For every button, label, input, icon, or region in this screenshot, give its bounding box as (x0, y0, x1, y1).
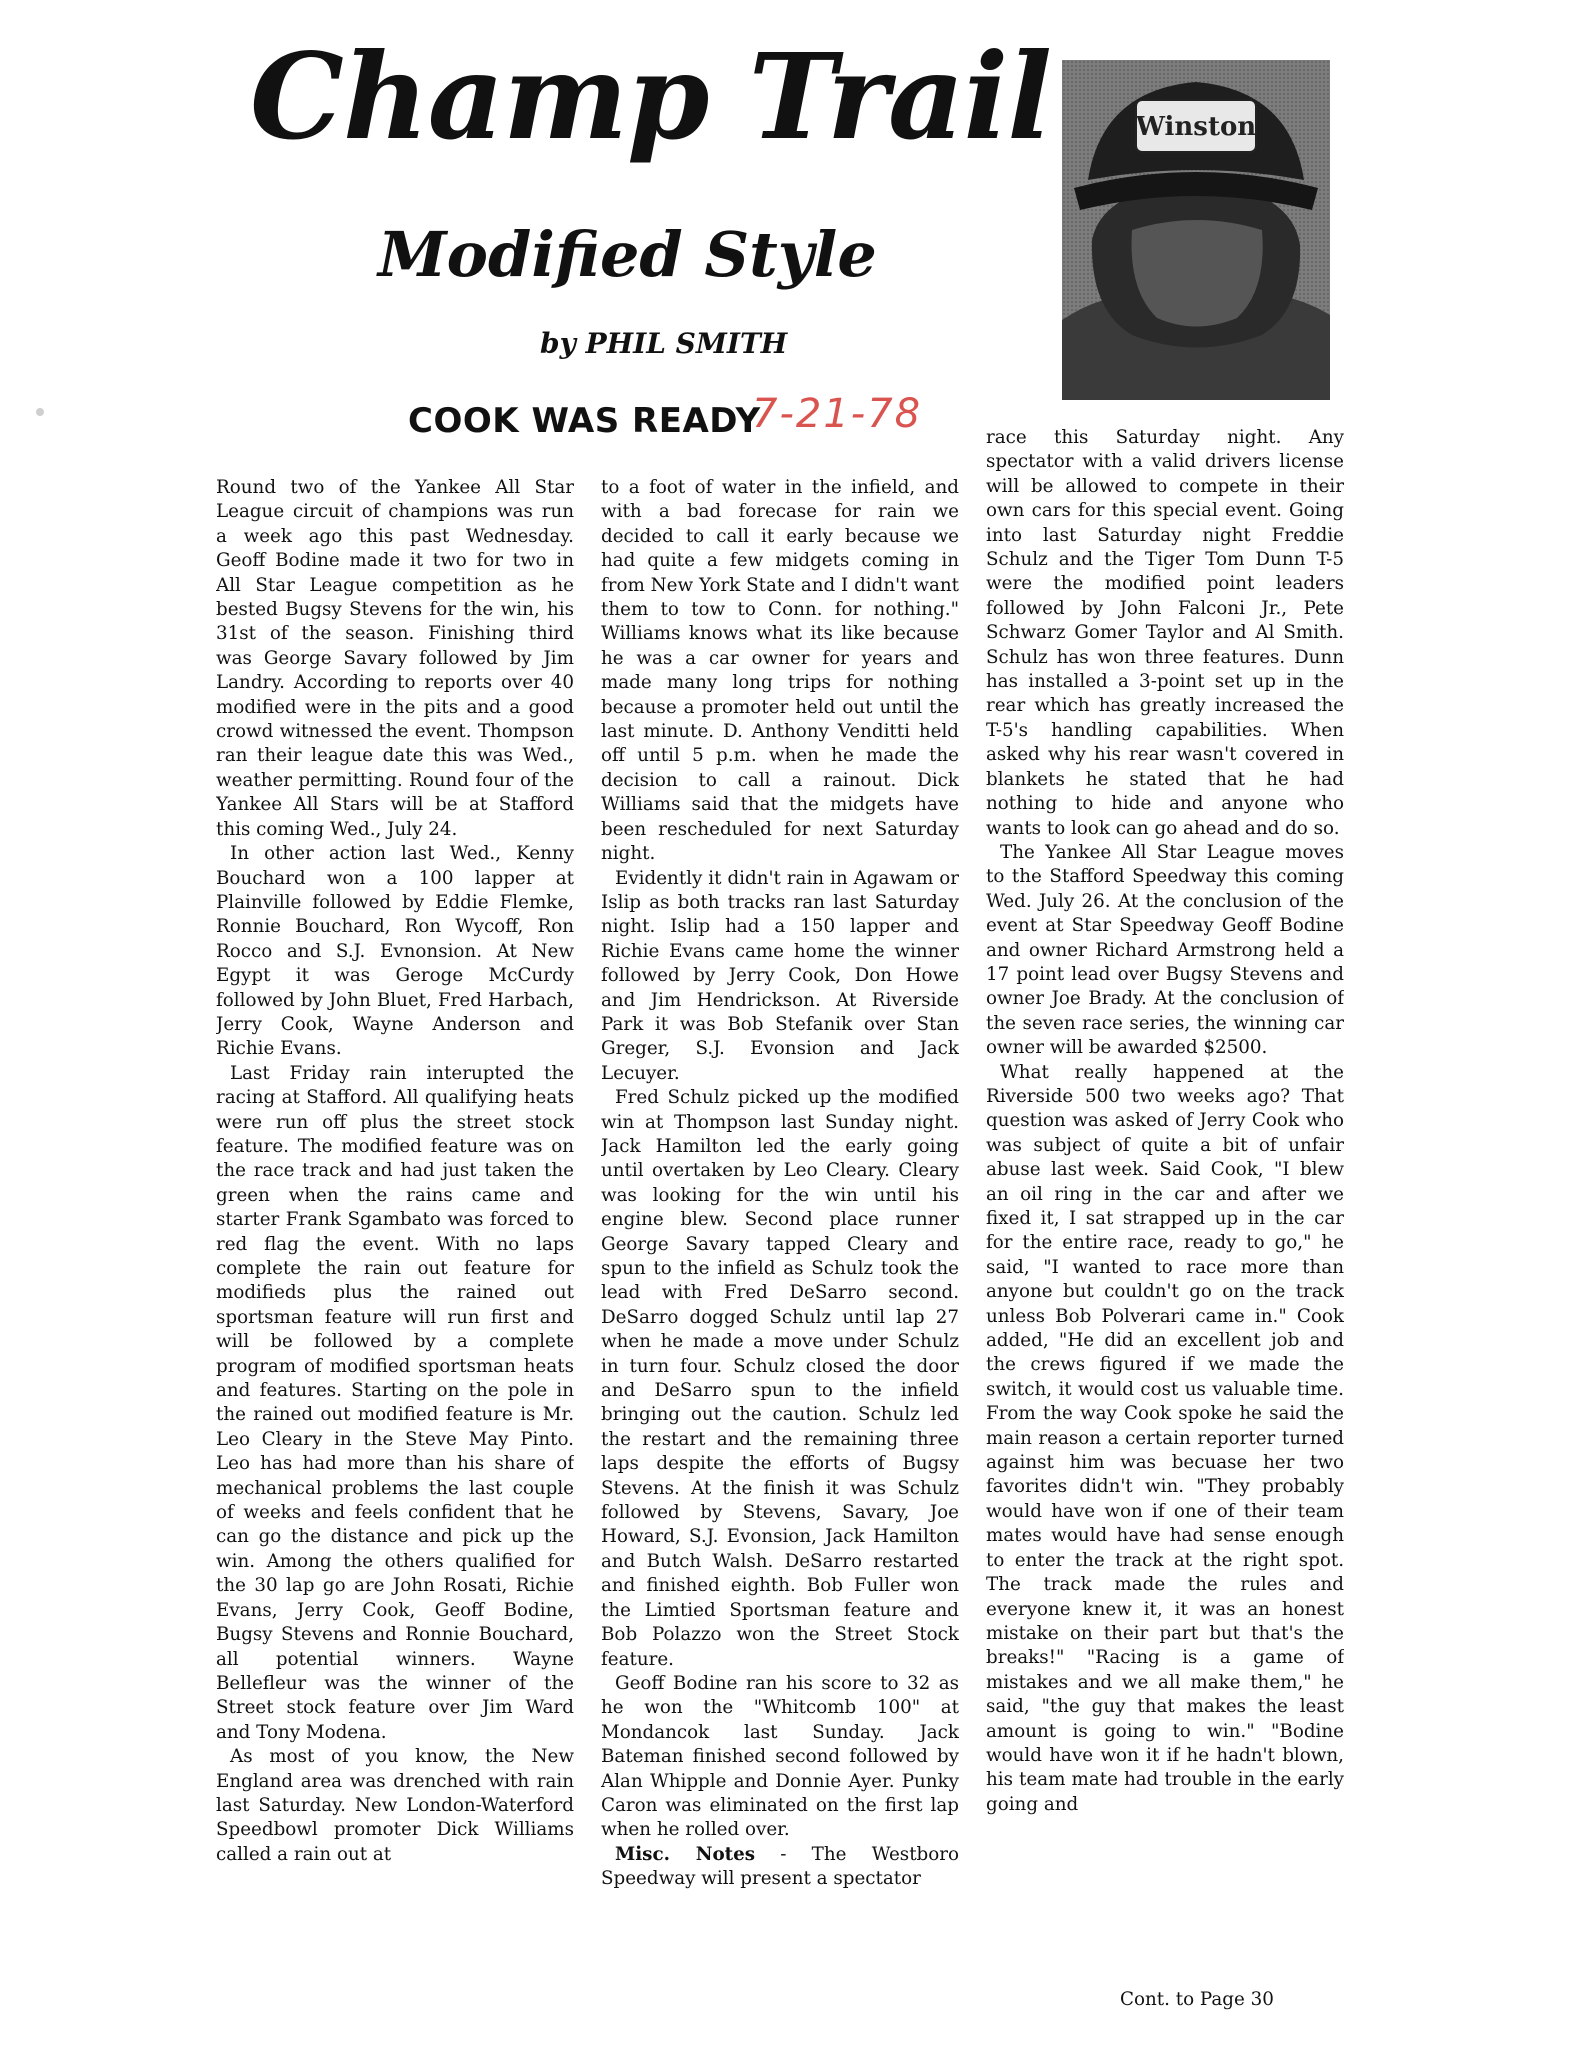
misc-notes-paragraph (601, 1843, 959, 1892)
misc-notes-text: - The Westboro Speedway will present a spectator (601, 1843, 959, 1890)
paragraph: The Yankee All Star League moves to the Stafford Speedway this coming Wed. July 26. At the conclusion of the event at Star Speedway Geoff Bodine and owner Richard Armstrong held a 17 point lead over Bugsy Stevens and owner Joe Brady. At the conclusion of the seven race series, the winning car owner will be awarded $2500. (986, 841, 1344, 1059)
scan-speck (36, 408, 44, 416)
misc-notes-label: Misc. Notes (615, 1843, 756, 1865)
paragraph: race this Saturday night. Any spectator with a valid drivers license will be allowed to compete in their own cars for this special event. Going into last Saturday night Freddie Schulz and the Tiger Tom Dunn T-5 were the modified point leaders followed by John Falconi Jr., Pete Schwarz Gomer Taylor and Al Smith. Schulz has won three features. Dunn has installed a 3-point set up in the rear which has greatly increased the T-5's handling capabilities. When asked why his rear wasn't covered in blankets he stated that he had nothing to hide and anyone who wants to look can go ahead and do so. (986, 427, 1344, 839)
author-photo (1062, 60, 1330, 400)
paragraph: Round two of the Yankee All Star League circuit of champions was run a week ago this past Wednesday. Geoff Bodine made it two for two in All Star League competition as he bested Bugsy Stevens for the win, his 31st of the season. Finishing third was George Savary followed by Jim Landry. According to reports over 40 modified were in the pits and a good crowd witnessed the event. Thompson ran their league date this was Wed., weather permitting. Round four of the Yankee All Stars will be at Stafford this coming Wed., July 24. (216, 477, 574, 840)
paragraph: In other action last Wed., Kenny Bouchard won a 100 lapper at Plainville followed by Eddie Flemke, Ronnie Bouchard, Ron Wycoff, Ron Rocco and S.J. Evnonsion. At New Egypt it was Geroge McCurdy followed by John Bluet, Fred Harbach, Jerry Cook, Wayne Anderson and Richie Evans. (216, 843, 574, 1060)
article-column-2 (601, 476, 959, 2016)
byline: by PHIL SMITH (540, 327, 788, 360)
continued-note: Cont. to Page 30 (1120, 1989, 1274, 2010)
cap-logo: Winston (1135, 112, 1257, 142)
article-column-1 (216, 476, 574, 2016)
paragraph: As most of you know, the New England area was drenched with rain last Saturday. New London-Waterford Speedbowl promoter Dick Williams called a rain out at (216, 1746, 574, 1865)
paragraph: Geoff Bodine ran his score to 32 as he won the "Whitcomb 100" at Mondancok last Sunday. Jack Bateman finished second followed by Alan Whipple and Donnie Ayer. Punky Caron was eliminated on the first lap when he rolled over. (601, 1672, 959, 1841)
paragraph: Last Friday rain interupted the racing at Stafford. All qualifying heats were run off plus the street stock feature. The modified feature was on the race track and had just taken the green when the rains came and starter Frank Sgambato was forced to red flag the event. With no laps complete the rain out feature for modifieds plus the rained out sportsman feature will run first and will be followed by a complete program of modified sportsman heats and features. Starting on the pole in the rained out modified feature is Mr. Leo Cleary in the Steve May Pinto. Leo has had more than his share of mechanical problems the last couple of weeks and feels confident that he can go the distance and pick up the win. Among the others qualified for the 30 lap go are John Rosati, Richie Evans, Jerry Cook, Geoff Bodine, Bugsy Stevens and Ronnie Bouchard, all potential winners. Wayne Bellefleur was the winner of the Street stock feature over Jim Ward and Tony Modena. (216, 1062, 574, 1743)
paragraph: Evidently it didn't rain in Agawam or Islip as both tracks ran last Saturday night. Islip had a 150 lapper and Richie Evans came home the winner followed by Jerry Cook, Don Howe and Jim Hendrickson. At Riverside Park it was Bob Stefanik over Stan Greger, S.J. Evonsion and Jack Lecuyer. (601, 867, 959, 1084)
paragraph: to a foot of water in the infield, and with a bad forecase for rain we decided to call it early because we had quite a few midgets coming in from New York State and I didn't want them to tow to Conn. for nothing." Williams knows what its like because he was a car owner for years and made many long trips for nothing because a promoter held out until the last minute. D. Anthony Venditti held off until 5 p.m. when he made the decision to call a rainout. Dick Williams said that the midgets have been rescheduled for next Saturday night. (601, 477, 959, 865)
handwritten-date: 7-21-78 (752, 391, 923, 437)
paragraph: Fred Schulz picked up the modified win at Thompson last Sunday night. Jack Hamilton led the early going until overtaken by Leo Cleary. Cleary was looking for the win until his engine blew. Second place runner George Savary tapped Cleary and spun to the infield as Schulz took the lead with Fred DeSarro second. DeSarro dogged Schulz until lap 27 when he made a move under Schulz in turn four. Schulz closed the door and DeSarro spun to the infield bringing out the caution. Schulz led the restart and the remaining three laps despite the efforts of Bugsy Stevens. At the finish it was Schulz followed by Stevens, Savary, Joe Howard, S.J. Evonsion, Jack Hamilton and Butch Walsh. DeSarro restarted and finished eighth. Bob Fuller won the Limtied Sportsman feature and Bob Polazzo won the Street Stock feature. (601, 1087, 959, 1670)
section-heading: COOK WAS READY (408, 401, 761, 441)
paragraph: What really happened at the Riverside 500 two weeks ago? That question was asked of Jerry Cook who was subject of quite a bit of unfair abuse last week. Said Cook, "I blew an oil ring in the car and after we fixed it, I sat strapped up in the car for the entire race, ready to go," he said, "I wanted to race more than anyone but couldn't go on the track unless Bob Polverari came in." Cook added, "He did an excellent job and the crews figured if we made the switch, it would cost us valuable time. From the way Cook spoke he said the main reason a certain reporter turned against him was becuase her two favorites didn't win. "They probably would have won if one of their team mates would have had sense enough to enter the track at the right spot. The track made the rules and everyone knew it, it was an honest mistake on their part but that's the breaks!" "Racing is a game of mistakes and we all make them," he said, "the guy that makes the least amount is going to win." "Bodine would have won it if he hadn't blown, his team mate had trouble in the early going and (986, 1061, 1344, 1815)
headline: Champ Trail (250, 27, 1052, 166)
subhead: Modified Style (378, 218, 877, 291)
article-column-3 (986, 426, 1344, 2016)
